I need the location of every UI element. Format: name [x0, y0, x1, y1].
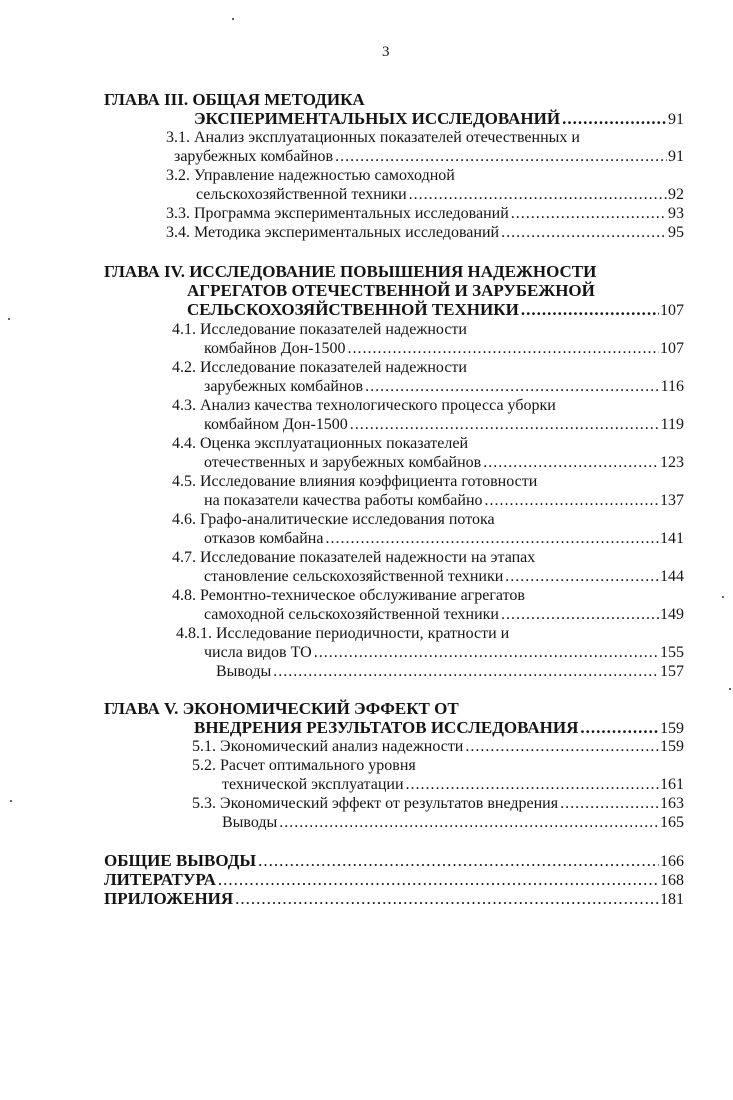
- chapter-4-title-line2: АГРЕГАТОВ ОТЕЧЕСТВЕННОЙ И ЗАРУБЕЖНОЙ: [187, 281, 595, 300]
- section-5-3-entry: [192, 794, 684, 814]
- chapter-4-conclusions-entry: [216, 662, 684, 682]
- leader-dots: [335, 147, 667, 167]
- section-4-3-entry: [204, 415, 684, 435]
- chapter-4-title-line3: СЕЛЬСКОХОЗЯЙСТВЕННОЙ ТЕХНИКИ: [187, 300, 519, 319]
- scan-speck: [10, 800, 12, 802]
- leader-dots: [273, 662, 659, 682]
- section-4-1-line1: 4.1. Исследование показателей надежности: [172, 321, 467, 338]
- section-3-1-entry: [174, 147, 684, 167]
- scan-speck: [722, 596, 724, 598]
- section-5-1-page: 159: [660, 738, 684, 755]
- section-5-3-title: 5.3. Экономический эффект от результатов внедрения: [192, 795, 559, 812]
- section-4-5-page: 137: [660, 492, 684, 509]
- section-3-4-title: 3.4. Методика экспериментальных исследований: [166, 224, 500, 241]
- literature-entry: [104, 870, 684, 890]
- section-4-7-line1: 4.7. Исследование показателей надежности на этапах: [172, 549, 536, 566]
- chapter-5-title-line2: ВНЕДРЕНИЯ РЕЗУЛЬТАТОВ ИССЛЕДОВАНИЯ: [194, 718, 579, 737]
- section-4-6-page: 141: [660, 530, 684, 547]
- leader-dots: [501, 605, 659, 625]
- section-5-1-title: 5.1. Экономический анализ надежности: [192, 738, 464, 755]
- leader-dots: [279, 813, 659, 833]
- section-3-1-line2: зарубежных комбайнов: [174, 148, 334, 165]
- section-3-2-entry: [196, 185, 684, 205]
- leader-dots: [258, 851, 659, 871]
- chapter-3-title-line2: ЭКСПЕРИМЕНТАЛЬНЫХ ИССЛЕДОВАНИЙ: [194, 109, 561, 128]
- section-4-1-entry: [204, 339, 684, 359]
- section-4-4-entry: [204, 453, 684, 473]
- section-4-1-line2: комбайнов Дон-1500: [204, 340, 346, 357]
- chapter-3-page: 91: [668, 111, 684, 128]
- section-3-2-line2: сельскохозяйственной техники: [196, 186, 407, 203]
- chapter-3-title-line1: ГЛАВА III. ОБЩАЯ МЕТОДИКА: [104, 90, 365, 109]
- leader-dots: [485, 491, 659, 511]
- section-4-4-line1: 4.4. Оценка эксплуатационных показателей: [172, 435, 469, 452]
- chapter-5-page: 159: [660, 720, 684, 737]
- section-4-8-page: 149: [660, 606, 684, 623]
- literature-title: ЛИТЕРАТУРА: [104, 870, 216, 889]
- chapter-4-conclusions: Выводы: [216, 663, 272, 680]
- leader-dots: [314, 643, 659, 663]
- section-3-2-page: 92: [668, 186, 684, 203]
- section-4-7-line2: становление сельскохозяйственной техники: [204, 568, 504, 585]
- section-4-3-page: 119: [660, 416, 684, 433]
- appendices-page: 181: [660, 891, 684, 908]
- leader-dots: [409, 185, 667, 205]
- chapter-4-page: 107: [660, 302, 684, 319]
- chapter-5-conclusions-entry: [222, 813, 684, 833]
- section-4-4-page: 123: [660, 454, 684, 471]
- section-4-2-line2: зарубежных комбайнов: [204, 378, 364, 395]
- section-3-3-title: 3.3. Программа экспериментальных исследований: [166, 205, 509, 222]
- section-4-4-line2: отечественных и зарубежных комбайнов: [204, 454, 482, 471]
- section-4-8-1-line1: 4.8.1. Исследование периодичности, кратности и: [176, 625, 510, 642]
- leader-dots: [325, 529, 659, 549]
- section-4-5-entry: [204, 491, 684, 511]
- leader-dots: [365, 377, 659, 397]
- section-4-7-entry: [204, 567, 684, 587]
- section-5-2-line2: технической эксплуатации: [222, 776, 404, 793]
- section-3-1-page: 91: [668, 148, 684, 165]
- section-4-2-line1: 4.2. Исследование показателей надежности: [172, 359, 467, 376]
- section-4-1-page: 107: [660, 340, 684, 357]
- chapter-5-title-line1: ГЛАВА V. ЭКОНОМИЧЕСКИЙ ЭФФЕКТ ОТ: [104, 699, 459, 718]
- chapter-4-conclusions-page: 157: [660, 663, 684, 680]
- page-number: 3: [382, 44, 390, 60]
- section-4-3-line1: 4.3. Анализ качества технологического процесса уборки: [172, 397, 556, 414]
- section-3-4-entry: [166, 223, 684, 243]
- chapter-5-conclusions: Выводы: [222, 814, 278, 831]
- scan-speck: [232, 18, 234, 20]
- section-4-2-entry: [204, 377, 684, 397]
- chapter-5-conclusions-page: 165: [660, 814, 684, 831]
- leader-dots: [501, 223, 667, 243]
- appendices-entry: [104, 889, 684, 909]
- section-4-5-line2: на показатели качества работы комбайно: [204, 492, 483, 509]
- leader-dots: [483, 453, 659, 473]
- leader-dots: [560, 794, 659, 814]
- chapter-5-entry: [194, 718, 684, 738]
- section-4-8-1-line2: числа видов ТО: [204, 644, 312, 661]
- chapter-4-entry: [187, 300, 684, 320]
- leader-dots: [580, 718, 659, 738]
- section-4-8-line2: самоходной сельскохозяйственной техники: [204, 606, 499, 623]
- section-3-1-line1: 3.1. Анализ эксплуатационных показателей отечественных и: [166, 129, 580, 146]
- scan-speck: [729, 688, 731, 690]
- section-3-4-page: 95: [668, 224, 684, 241]
- leader-dots: [235, 889, 659, 909]
- chapter-3-entry: [194, 109, 684, 129]
- section-5-2-entry: [222, 775, 684, 795]
- section-5-3-page: 163: [660, 795, 684, 812]
- leader-dots: [350, 415, 660, 435]
- section-4-2-page: 116: [660, 378, 684, 395]
- section-4-6-line2: отказов комбайна: [204, 530, 324, 547]
- section-3-3-entry: [166, 204, 684, 224]
- section-5-1-entry: [192, 737, 684, 757]
- section-4-7-page: 144: [660, 568, 684, 585]
- leader-dots: [562, 109, 667, 129]
- section-4-5-line1: 4.5. Исследование влияния коэффициента готовности: [172, 473, 538, 490]
- section-4-8-line1: 4.8. Ремонтно-техническое обслуживание агрегатов: [172, 587, 525, 604]
- leader-dots: [406, 775, 659, 795]
- scan-speck: [8, 318, 10, 320]
- general-conclusions-page: 166: [660, 853, 684, 870]
- leader-dots: [511, 204, 667, 224]
- leader-dots: [218, 870, 659, 890]
- section-4-8-1-page: 155: [660, 644, 684, 661]
- general-conclusions-entry: [104, 851, 684, 871]
- leader-dots: [505, 567, 659, 587]
- section-4-6-line1: 4.6. Графо-аналитические исследования потока: [172, 511, 495, 528]
- section-5-2-page: 161: [660, 776, 684, 793]
- leader-dots: [348, 339, 659, 359]
- section-4-8-1-entry: [204, 643, 684, 663]
- section-5-2-line1: 5.2. Расчет оптимального уровня: [192, 757, 416, 774]
- section-4-8-entry: [204, 605, 684, 625]
- section-3-2-line1: 3.2. Управление надежностью самоходной: [166, 167, 455, 184]
- chapter-4-title-line1: ГЛАВА IV. ИССЛЕДОВАНИЕ ПОВЫШЕНИЯ НАДЕЖНОСТИ: [104, 262, 597, 281]
- appendices-title: ПРИЛОЖЕНИЯ: [104, 889, 234, 908]
- section-4-3-line2: комбайном Дон-1500: [204, 416, 348, 433]
- leader-dots: [465, 737, 659, 757]
- leader-dots: [521, 300, 659, 320]
- section-3-3-page: 93: [668, 205, 684, 222]
- literature-page: 168: [660, 872, 684, 889]
- general-conclusions-title: ОБЩИЕ ВЫВОДЫ: [104, 851, 257, 870]
- section-4-6-entry: [204, 529, 684, 549]
